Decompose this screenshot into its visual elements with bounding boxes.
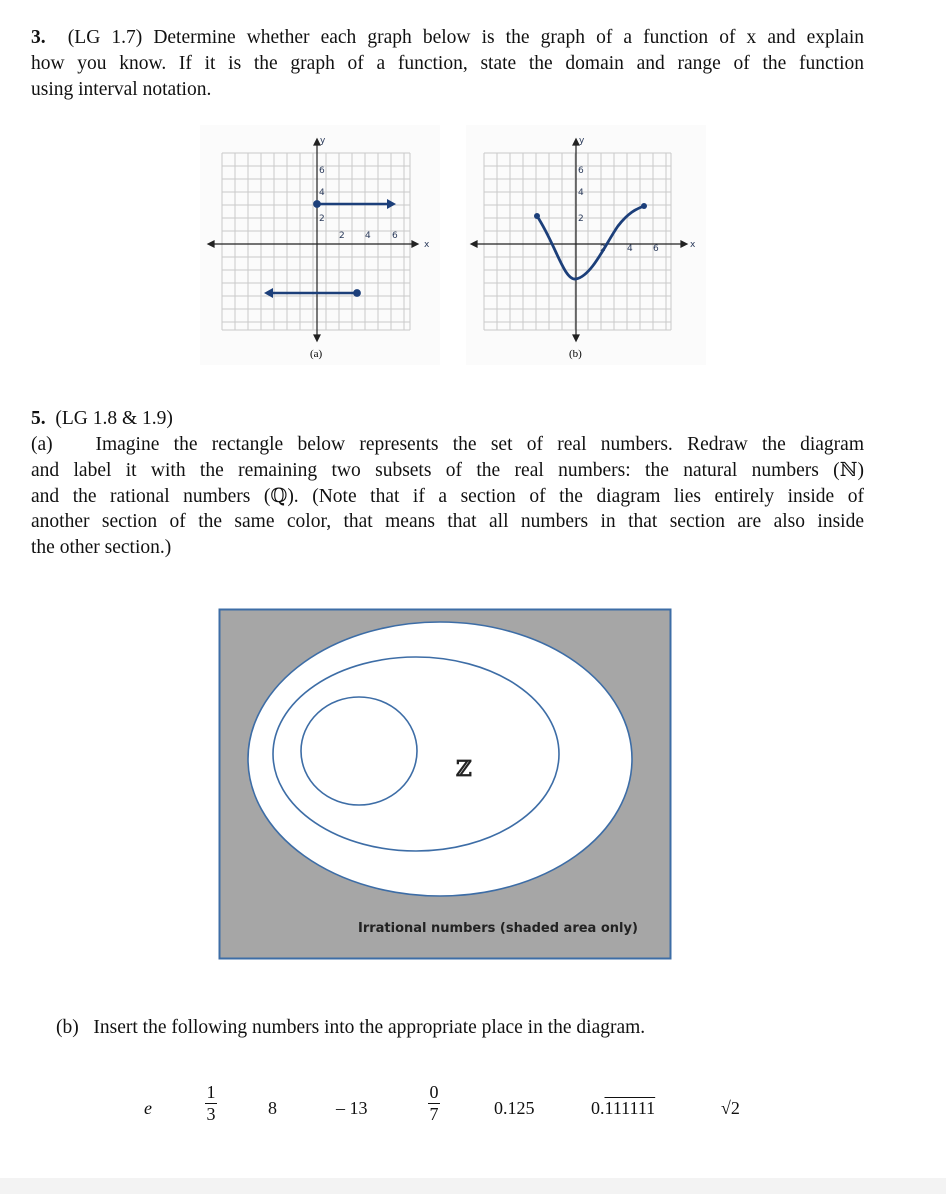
graph-a-x-label: x [424, 240, 430, 250]
graph-b-ytick: 6 [578, 166, 584, 176]
graph-b-xtick: 2 [600, 244, 606, 254]
number-negative-thirteen: – 13 [336, 1098, 368, 1118]
graph-b [466, 125, 706, 365]
integers-label: ℤ [456, 756, 473, 782]
number-zero-sevenths: 0 7 [429, 1082, 439, 1124]
question-5-header [31, 406, 431, 432]
number-sqrt-two: √2 [721, 1098, 740, 1118]
graph-a-caption: (a) [310, 348, 323, 360]
graph-b-x-label: x [690, 240, 696, 250]
number-e: e [144, 1098, 152, 1118]
graph-a-lower-point [354, 290, 359, 295]
graph-b-xtick: 6 [653, 244, 659, 254]
number-eight: 8 [268, 1098, 277, 1118]
graph-a-ytick: 2 [319, 214, 325, 224]
graph-a-ytick: 4 [319, 188, 325, 198]
graph-b-ytick: 4 [578, 188, 584, 198]
q5a-line-5: the other section.) [31, 537, 172, 559]
irrational-label: Irrational numbers (shaded area only) [358, 921, 638, 936]
q5b-instruction: Insert the following numbers into the appropriate place in the diagram. [93, 1017, 646, 1038]
question-5b-text [56, 1015, 876, 1041]
graph-b-xtick: 4 [627, 244, 633, 254]
q3-line-2: how you know. If it is the graph of a function, state the domain and range of the function [31, 52, 864, 74]
graph-a-y-label: y [320, 136, 326, 146]
q3-number: 3. [31, 27, 46, 48]
q5a-line-4: another section of the same color, that means that all numbers in that section are also inside [31, 511, 864, 533]
q5a-line-3: and the rational numbers (ℚ). (Note that if a section of the diagram lies entirely inside of [31, 485, 864, 507]
graph-b-right-endpoint [641, 203, 647, 209]
number-repeating-decimal: 0.111111 [591, 1098, 656, 1118]
question-3-text [31, 25, 864, 102]
q5-number: 5. [31, 408, 46, 429]
page-bottom-strip [0, 1178, 946, 1194]
graph-b-left-endpoint [534, 213, 540, 219]
graph-b-y-label: y [579, 136, 585, 146]
number-decimal: 0.125 [494, 1098, 535, 1118]
graph-a-xtick: 6 [392, 231, 398, 241]
inner-circle [301, 697, 417, 805]
question-5a-text [31, 432, 864, 561]
q3-line-1: 3. (LG 1.7) Determine whether each graph below is the graph of a function of x and explain [31, 27, 864, 48]
q5a-line-1: (a) Imagine the rectangle below represents the set of real numbers. Redraw the diagram [31, 434, 864, 455]
q3-line-3: using interval notation. [31, 78, 212, 100]
graph-a-xtick: 4 [365, 231, 371, 241]
q5b-label: (b) [56, 1017, 79, 1038]
graph-a [200, 125, 440, 365]
q5a-line-2: and label it with the remaining two subsets of the real numbers: the natural numbers (ℕ) [31, 459, 864, 481]
graph-a-xtick: 2 [339, 231, 345, 241]
graph-a-upper-point [314, 201, 319, 206]
graph-b-caption: (b) [569, 348, 582, 360]
graph-b-ytick: 2 [578, 214, 584, 224]
graph-a-ytick: 6 [319, 166, 325, 176]
q5-header: (LG 1.8 & 1.9) [55, 408, 173, 429]
number-one-third: 1 3 [206, 1082, 216, 1124]
real-numbers-diagram [218, 608, 672, 960]
